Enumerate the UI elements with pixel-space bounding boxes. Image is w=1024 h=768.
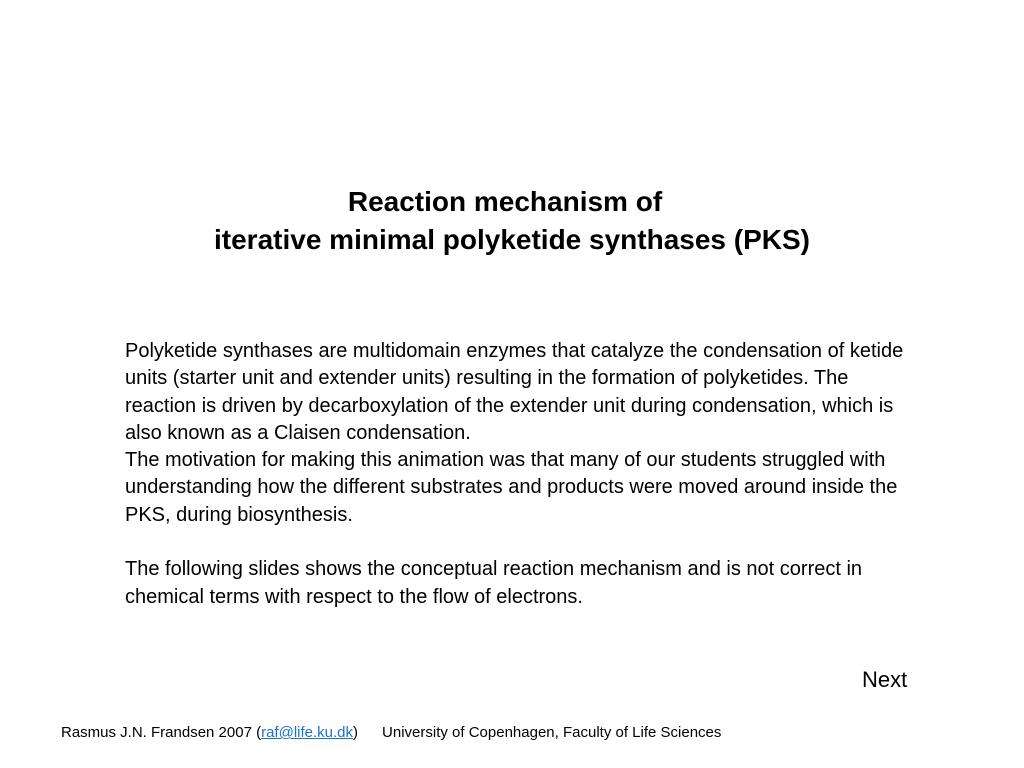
footer-author-close: ): [353, 724, 359, 741]
intro-paragraph: Polyketide synthases are multidomain enzymes that catalyze the condensation of ketide units (starter unit and extender units) resulting in the formation of polyketides. The reaction is driven by decarboxylation of the extender unit during condensation, which is also known as a Claisen condensation.: [125, 340, 904, 444]
paragraph-spacer: [125, 529, 905, 556]
slide-title-line-2: iterative minimal polyketide synthases (PKS): [214, 224, 810, 255]
disclaimer-paragraph: The following slides shows the conceptual reaction mechanism and is not correct in chemical terms with respect to the flow of electrons.: [125, 558, 863, 608]
motivation-paragraph: The motivation for making this animation was that many of our students struggled with understanding how the different substrates and products were moved around inside the PKS, during biosynthesis.: [125, 449, 898, 526]
footer-author: Rasmus J.N. Frandsen 2007 (: [61, 724, 262, 741]
slide-title-line-1: Reaction mechanism of: [347, 186, 663, 217]
footer-email-link[interactable]: raf@life.ku.dk: [261, 724, 354, 741]
footer-institution: University of Copenhagen, Faculty of Life Sciences: [382, 724, 722, 741]
footer: [61, 723, 721, 743]
slide-body: [125, 338, 905, 611]
next-button[interactable]: Next: [862, 667, 908, 692]
slide-title: [0, 183, 1024, 259]
